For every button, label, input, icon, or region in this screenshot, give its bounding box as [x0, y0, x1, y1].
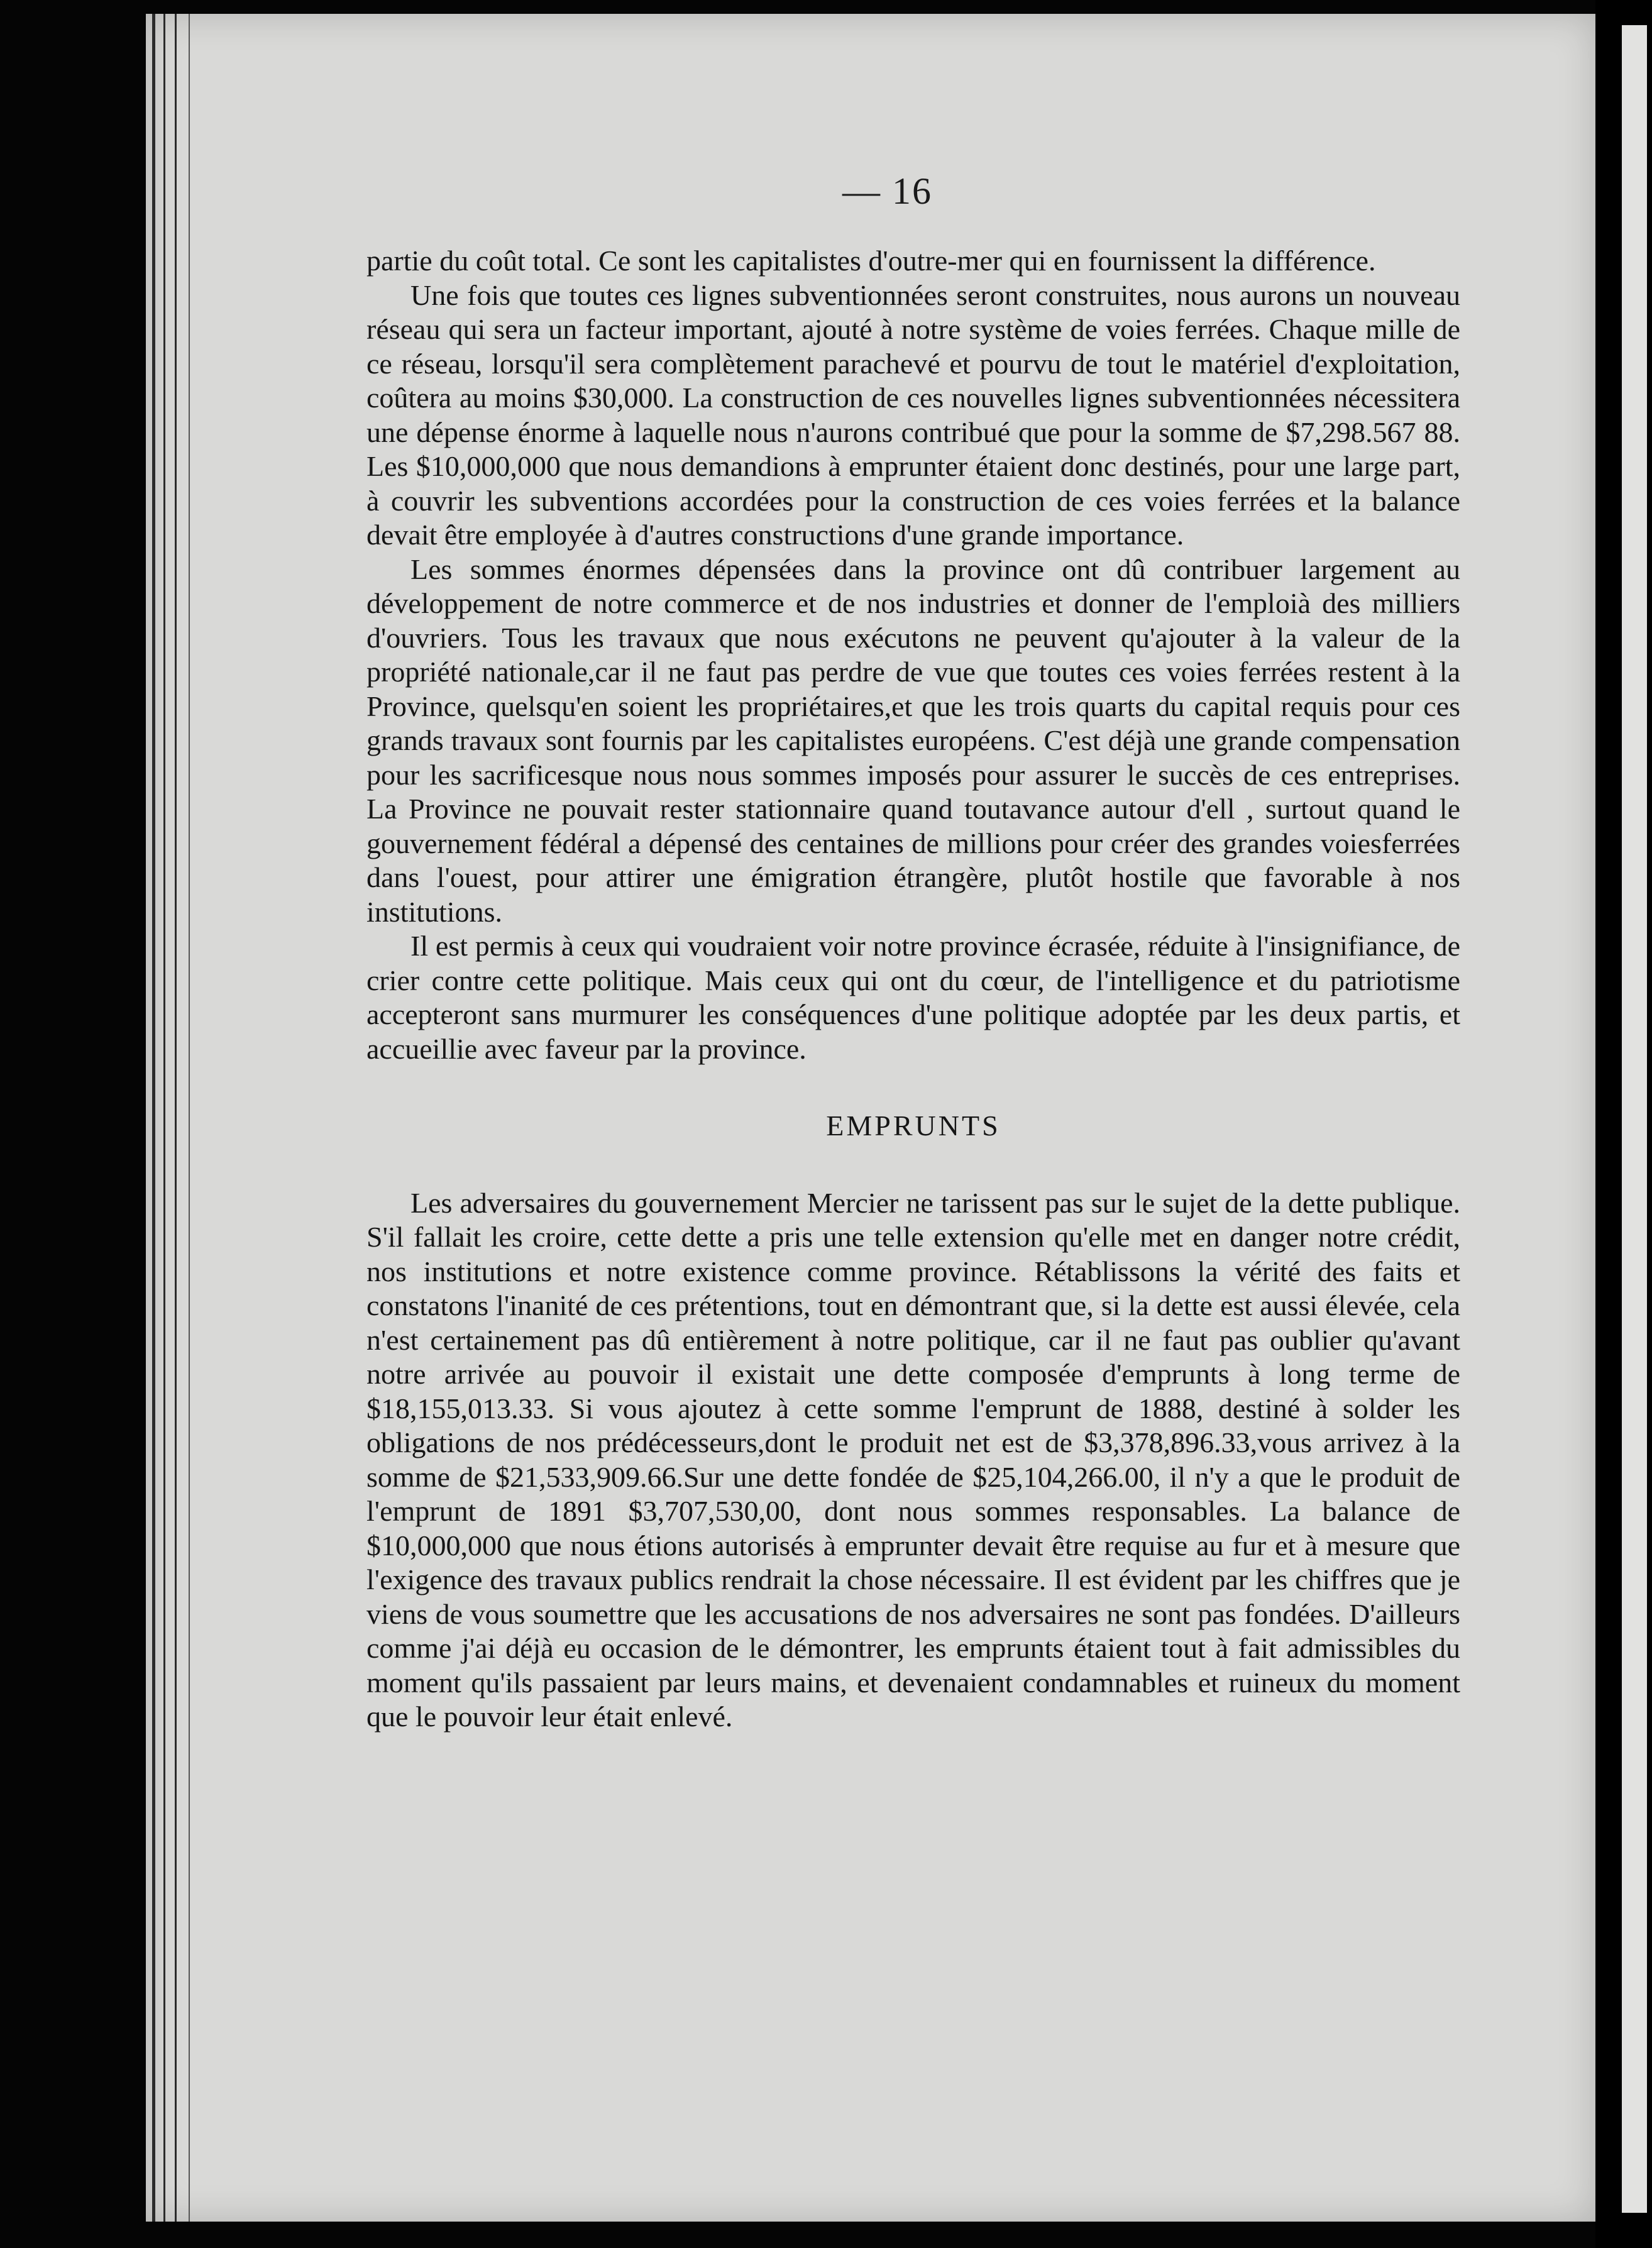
paragraph: Une fois que toutes ces lignes subventionnées seront construites, nous aurons un nouveau réseau qui sera un facteur important, ajouté à notre système de voies ferrées. Chaque mille de ce réseau, lorsqu'il sera complètement parachevé et pourvu de tout le matériel d'exploitation, coûtera au moins $30,000. La construction de ces nouvelles lignes subventionnées nécessitera une dépense énorme à laquelle nous n'aurons contribué que pour la somme de $7,298.567 88. Les $10,000,000 que nous demandions à emprunter étaient donc destinés, pour une large part, à couvrir les subventions accordées pour la construction de ces voies ferrées et la balance devait être employée à d'autres constructions d'une grande importance.: [366, 278, 1460, 551]
paragraph: Les adversaires du gouvernement Mercier ne tarissent pas sur le sujet de la dette publique. S'il fallait les croire, cette dette a pris une telle extension qu'elle met en danger notre crédit, nos institutions et notre existence comme province. Rétablissons la vérité des faits et constatons l'inanité de ces prétentions, tout en démontrant que, si la dette est aussi élevée, cela n'est certainement pas dû entièrement à notre politique, car il ne faut pas oublier qu'avant notre arrivée au pouvoir il existait une dette composée d'emprunts à long terme de $18,155,013.33. Si vous ajoutez à cette somme l'emprunt de 1888, destiné à solder les obligations de nos prédécesseurs,dont le produit net est de $3,378,896.33,vous arrivez à la somme de $21,533,909.66.Sur une dette fondée de $25,104,266.00, il n'y a que le produit de l'emprunt de 1891 $3,707,530,00, dont nous sommes responsables. La balance de $10,000,000 que nous étions autorisés à emprunter devait être requise au fur et à mesure que l'exigence des travaux publics rendrait la chose nécessaire. Il est évident par les chiffres que je viens de vous soumettre que les accusations de nos adversaires ne sont pas fondées. D'ailleurs comme j'ai déjà eu occasion de le démontrer, les emprunts étaient tout à fait admissibles du moment qu'ils passaient par leurs mains, et devenaient condamnables et ruineux du moment que le pouvoir leur était enlevé.: [366, 1186, 1460, 1733]
binding-edge: [189, 14, 190, 2222]
section-heading: EMPRUNTS: [826, 1110, 1001, 1142]
paragraph: partie du coût total. Ce sont les capitalistes d'outre-mer qui en fournissent la différence.: [366, 245, 1376, 277]
adjacent-page-strip: [1622, 25, 1647, 2213]
body-text: [366, 244, 1460, 1734]
binding-edge: [152, 14, 155, 2222]
page-number: — 16: [842, 170, 932, 212]
binding-edge: [175, 14, 177, 2222]
paragraph: Les sommes énormes dépensées dans la province ont dû contribuer largement au développement de notre commerce et de nos industries et donner de l'emploià des milliers d'ouvriers. Tous les travaux que nous exécutons ne peuvent qu'ajouter à la valeur de la propriété nationale,car il ne faut pas perdre de vue que toutes ces voies ferrées restent à la Province, quelsqu'en soient les propriétaires,et que les trois quarts du capital requis pour ces grands travaux sont fournis par les capitalistes européens. C'est déjà une grande compensation pour les sacrificesque nous nous sommes imposés pour assurer le succès de ces entreprises. La Province ne pouvait rester stationnaire quand toutavance autour d'ell , surtout quand le gouvernement fédéral a dépensé des centaines de millions pour créer des grandes voiesferrées dans l'ouest, pour attirer une émigration étrangère, plutôt hostile que favorable à nos institutions.: [366, 553, 1460, 928]
paragraph: Il est permis à ceux qui voudraient voir notre province écrasée, réduite à l'insignifiance, de crier contre cette politique. Mais ceux qui ont du cœur, de l'intelligence et du patriotisme accepteront sans murmurer les conséquences d'une politique adoptée par les deux partis, et accueillie avec faveur par la province.: [366, 930, 1460, 1065]
binding-edge: [163, 14, 165, 2222]
